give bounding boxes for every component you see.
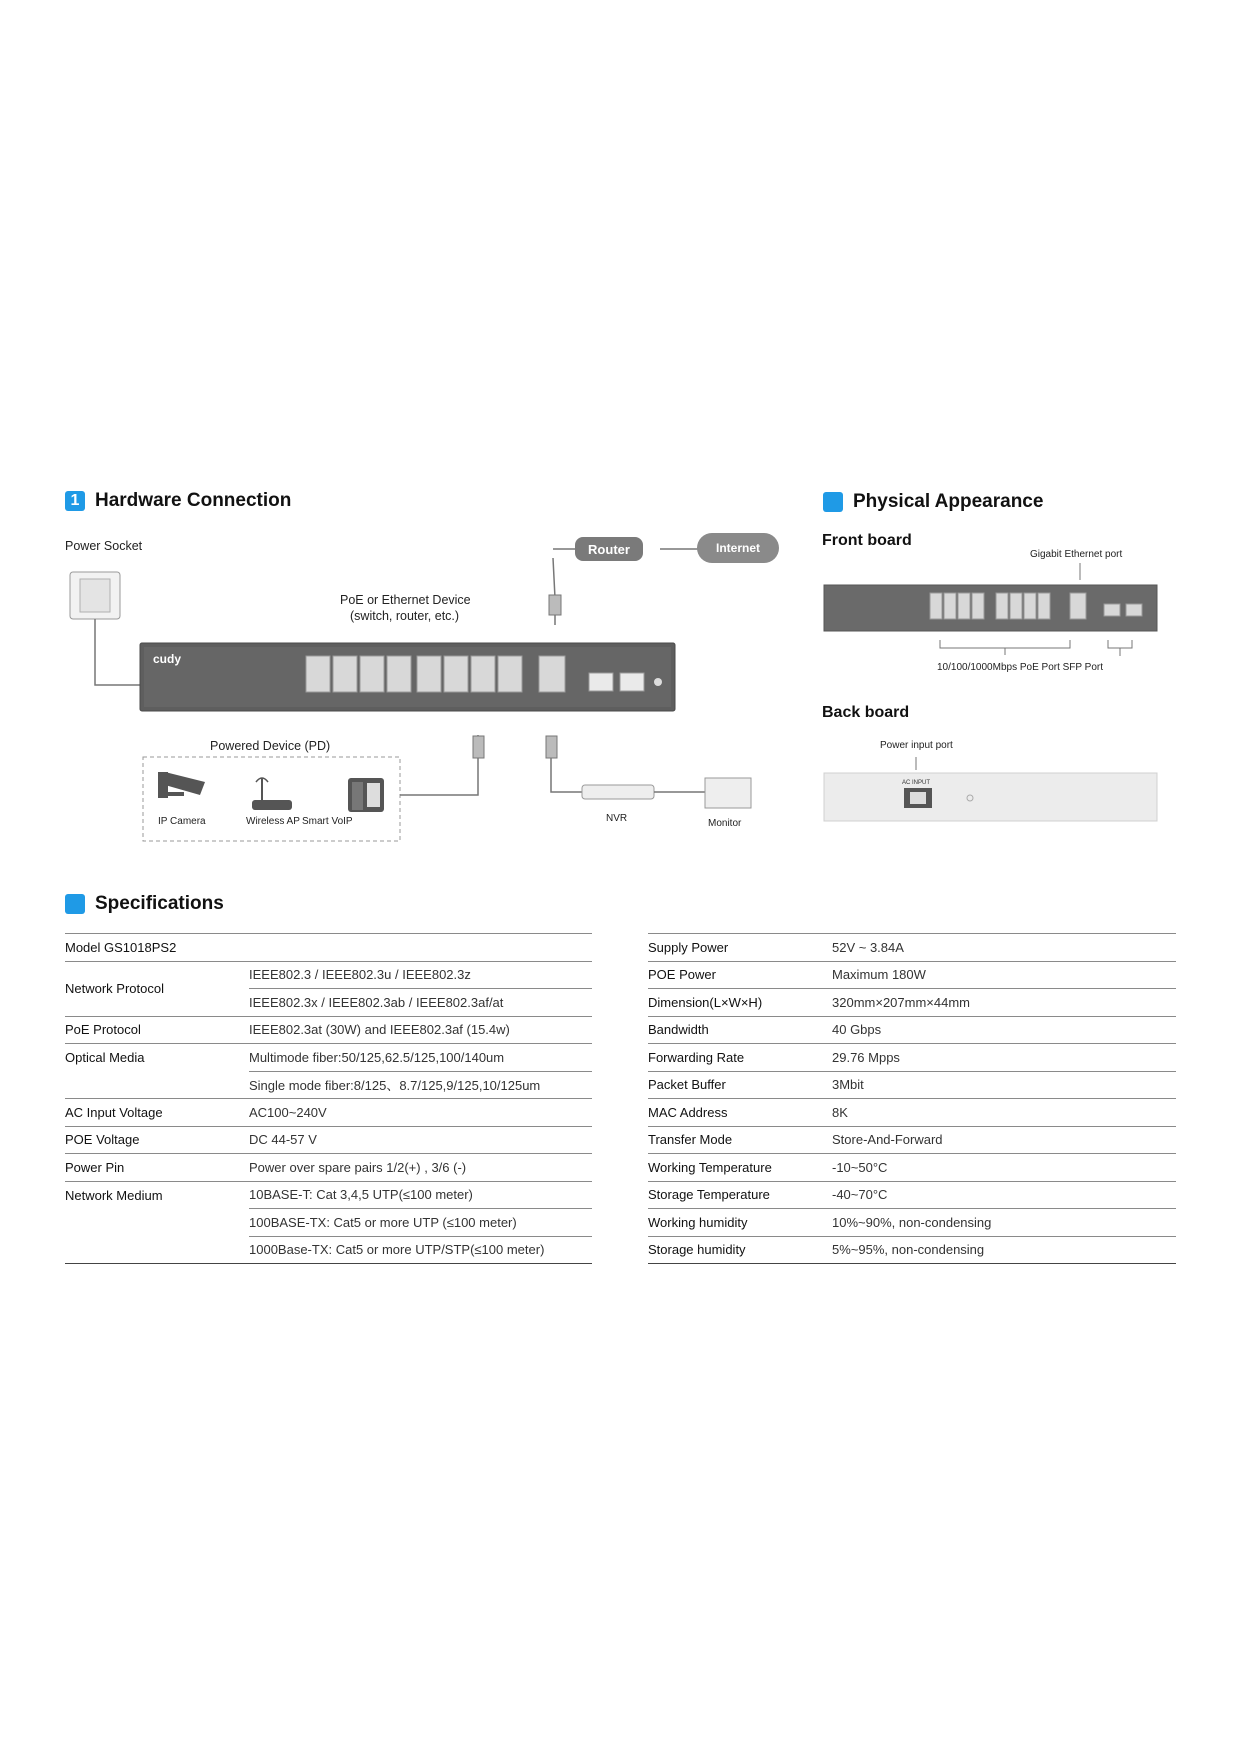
spec-key: POE Power <box>648 961 832 989</box>
table-row <box>65 1181 592 1209</box>
spec-value: Maximum 180W <box>832 961 1176 989</box>
spec-value: Multimode fiber:50/125,62.5/125,100/140um <box>249 1044 592 1072</box>
physical-appearance-title <box>823 491 1043 513</box>
physical-appearance-heading: Physical Appearance <box>853 491 1044 512</box>
reset-icon <box>654 678 662 686</box>
spec-key: PoE Protocol <box>65 1016 249 1044</box>
ethernet-plug-icon <box>473 736 484 758</box>
table-row <box>65 1071 592 1099</box>
back-board-label: Back board <box>822 704 910 721</box>
sfp-port-2 <box>620 673 644 691</box>
ethernet-plug-icon <box>549 595 561 615</box>
front-board-label: Front board <box>822 532 912 549</box>
spec-key: Transfer Mode <box>648 1126 832 1154</box>
spec-value: Power over spare pairs 1/2(+) , 3/6 (-) <box>249 1154 592 1182</box>
spec-key: Network Medium <box>65 1187 163 1203</box>
power-socket-label: Power Socket <box>65 539 143 553</box>
spec-value: AC100~240V <box>249 1099 592 1127</box>
spec-value: 40 Gbps <box>832 1016 1176 1044</box>
section-number-badge: 1 <box>65 491 85 511</box>
table-row <box>648 1071 1176 1099</box>
gigabit-port-label: Gigabit Ethernet port <box>1030 549 1123 560</box>
power-cable <box>95 619 140 685</box>
uplink-port <box>539 656 565 692</box>
table-row <box>65 1016 592 1044</box>
table-row <box>648 1181 1176 1209</box>
table-row <box>65 934 592 962</box>
spec-key: AC Input Voltage <box>65 1099 249 1127</box>
hardware-connection-title <box>65 490 291 512</box>
wireless-ap-icon <box>252 778 292 810</box>
spec-key: POE Voltage <box>65 1126 249 1154</box>
spec-key: Bandwidth <box>648 1016 832 1044</box>
table-row <box>65 1154 592 1182</box>
spec-value: 5%~95%, non-condensing <box>832 1236 1176 1264</box>
table-row <box>65 1236 592 1264</box>
monitor-label: Monitor <box>708 818 742 829</box>
table-row <box>648 1236 1176 1264</box>
monitor-icon <box>705 778 751 808</box>
ip-camera-icon <box>158 772 205 798</box>
spec-value: 10BASE-T: Cat 3,4,5 UTP(≤100 meter) <box>249 1181 592 1209</box>
table-row <box>648 961 1176 989</box>
table-row <box>648 1099 1176 1127</box>
spec-key: Supply Power <box>648 934 832 962</box>
specs-table-right <box>648 933 1176 1264</box>
table-row <box>65 1126 592 1154</box>
spec-key: Dimension(L×W×H) <box>648 989 832 1017</box>
spec-value: DC 44-57 V <box>249 1126 592 1154</box>
spec-key: Packet Buffer <box>648 1071 832 1099</box>
spec-value: 8K <box>832 1099 1176 1127</box>
spec-value: IEEE802.3x / IEEE802.3ab / IEEE802.3af/at <box>249 989 592 1017</box>
wireless-ap-label: Wireless AP <box>246 816 300 827</box>
table-row <box>65 1209 592 1237</box>
table-row <box>648 1154 1176 1182</box>
spec-key: Working Temperature <box>648 1154 832 1182</box>
spec-value: 10%~90%, non-condensing <box>832 1209 1176 1237</box>
spec-value <box>249 934 592 962</box>
spec-value: 320mm×207mm×44mm <box>832 989 1176 1017</box>
table-row <box>648 1044 1176 1072</box>
back-board-panel <box>824 773 1157 821</box>
nvr-label: NVR <box>606 813 628 824</box>
spec-value: -40~70°C <box>832 1181 1176 1209</box>
port-type-labels: 10/100/1000Mbps PoE Port SFP Port <box>937 662 1104 673</box>
router-badge: Router <box>575 537 643 561</box>
spec-value: -10~50°C <box>832 1154 1176 1182</box>
ac-input-label: AC INPUT <box>902 780 931 786</box>
spec-key: Forwarding Rate <box>648 1044 832 1072</box>
specifications-title <box>65 893 224 915</box>
spec-value: 3Mbit <box>832 1071 1176 1099</box>
spec-value: IEEE802.3 / IEEE802.3u / IEEE802.3z <box>249 961 592 989</box>
spec-value: 52V ~ 3.84A <box>832 934 1176 962</box>
specifications-heading: Specifications <box>95 893 224 914</box>
connection-diagram <box>0 520 800 850</box>
hardware-connection-heading: Hardware Connection <box>95 490 292 511</box>
voip-phone-icon <box>348 778 384 812</box>
specs-table-left <box>65 933 592 1264</box>
table-row <box>65 1044 592 1072</box>
powered-device-label: Powered Device (PD) <box>210 739 331 753</box>
spec-key: Model GS1018PS2 <box>65 934 249 962</box>
section-square-icon <box>823 492 843 512</box>
table-row <box>648 934 1176 962</box>
spec-key: Working humidity <box>648 1209 832 1237</box>
internet-cloud: Internet <box>697 533 779 563</box>
section-square-icon <box>65 894 85 914</box>
spec-value: 100BASE-TX: Cat5 or more UTP (≤100 meter) <box>249 1209 592 1237</box>
table-row <box>65 961 592 989</box>
brand-logo: cudy <box>153 652 182 666</box>
spec-key: MAC Address <box>648 1099 832 1127</box>
spec-value: Single mode fiber:8/125、8.7/125,9/125,10/125um <box>249 1071 592 1099</box>
table-row <box>65 1099 592 1127</box>
spec-key: Optical Media <box>65 1050 145 1065</box>
poe-device-sublabel: (switch, router, etc.) <box>350 609 460 623</box>
table-row <box>648 1209 1176 1237</box>
spec-value: 1000Base-TX: Cat5 or more UTP/STP(≤100 meter) <box>249 1236 592 1264</box>
ethernet-plug-icon <box>546 736 557 758</box>
spec-key: Storage Temperature <box>648 1181 832 1209</box>
sfp-port-1 <box>589 673 613 691</box>
nvr-icon <box>582 785 654 799</box>
physical-diagram <box>820 560 1170 840</box>
poe-device-label: PoE or Ethernet Device <box>340 593 471 607</box>
spec-key: Power Pin <box>65 1154 249 1182</box>
table-row <box>648 989 1176 1017</box>
table-row <box>648 1016 1176 1044</box>
smart-voip-label: Smart VoIP <box>302 816 353 827</box>
spec-value: 29.76 Mpps <box>832 1044 1176 1072</box>
power-input-port-label: Power input port <box>880 740 953 751</box>
spec-value: Store-And-Forward <box>832 1126 1176 1154</box>
ip-camera-label: IP Camera <box>158 816 206 827</box>
table-row <box>648 1126 1176 1154</box>
spec-value: IEEE802.3at (30W) and IEEE802.3af (15.4w) <box>249 1016 592 1044</box>
spec-key: Network Protocol <box>65 961 249 1016</box>
spec-key: Storage humidity <box>648 1236 832 1264</box>
